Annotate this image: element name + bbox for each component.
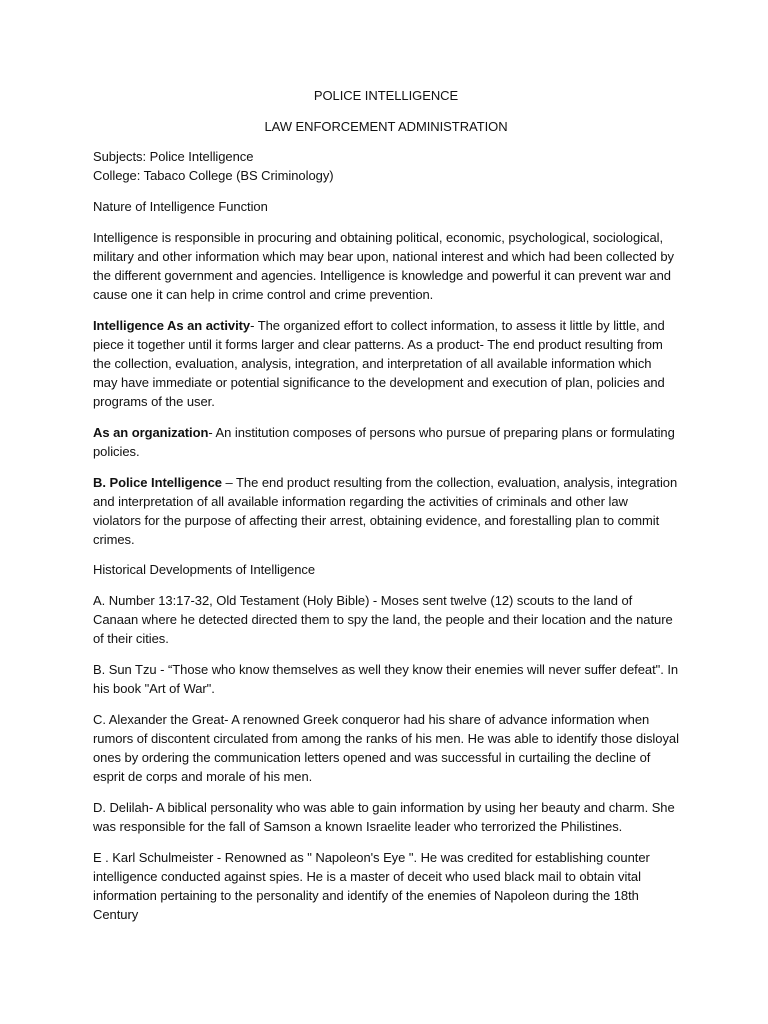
subjects-line: Subjects: Police Intelligence <box>93 149 254 164</box>
paragraph-lead: B. Police Intelligence <box>93 475 222 490</box>
paragraph-organization <box>93 423 679 461</box>
paragraph-body: - The organized effort to collect information, to assess it little by little, and piece it together until it forms larger and clear patterns. As a product- The end product resulting from the collection, evaluation, analysis, integration, and interpretation of all available information which may have immediate or potential significance to the development and execution of plan, policies and programs of the user. <box>93 318 665 409</box>
history-item-c: C. Alexander the Great- A renowned Greek conqueror had his share of advance information when rumors of discontent circulated from among the ranks of his men. He was able to identify those disloyal ones by ordering the communication letters opened and was successful in curtailing the decline of esprit de corps and morale of his men. <box>93 712 679 784</box>
section-heading-nature: Nature of Intelligence Function <box>93 199 268 214</box>
paragraph-lead: As an organization <box>93 425 209 440</box>
document-subtitle: LAW ENFORCEMENT ADMINISTRATION <box>264 119 508 134</box>
paragraph-police-intelligence <box>93 473 679 549</box>
document-page <box>93 86 679 924</box>
paragraph-intelligence-definition: Intelligence is responsible in procuring and obtaining political, economic, psychological, sociological, military and other information which may bear upon, national interest and which had been collected by the different government and agencies. Intelligence is knowledge and powerful it can prevent war and cause one it can help in crime control and crime prevention. <box>93 230 675 302</box>
paragraph-body: – The end product resulting from the collection, evaluation, analysis, integration and interpretation of all available information regarding the activities of criminals and other law violators for the purpose of affecting their arrest, obtaining evidence, and forestalling plan to commit crimes. <box>93 475 678 547</box>
paragraph-body: - An institution composes of persons who pursue of preparing plans or formulating policies. <box>93 425 675 459</box>
history-item-d: D. Delilah- A biblical personality who was able to gain information by using her beauty and charm. She was responsible for the fall of Samson a known Israelite leader who terrorized the Philistines. <box>93 800 675 834</box>
history-item-b: B. Sun Tzu - “Those who know themselves as well they know their enemies will never suffer defeat". In his book "Art of War". <box>93 662 679 696</box>
history-item-e: E . Karl Schulmeister - Renowned as " Napoleon's Eye ". He was credited for establishing counter intelligence conducted against spies. He is a master of deceit who used black mail to obtain vital information pertaining to the personality and identify of the enemies of Napoleon during the 18th Century <box>93 850 650 922</box>
document-meta <box>93 147 679 185</box>
paragraph-intelligence-activity <box>93 316 679 411</box>
history-item-a: A. Number 13:17-32, Old Testament (Holy Bible) - Moses sent twelve (12) scouts to the land of Canaan where he detected directed them to spy the land, the people and their location and the nature of their cities. <box>93 593 673 646</box>
section-heading-history: Historical Developments of Intelligence <box>93 562 316 577</box>
document-title: POLICE INTELLIGENCE <box>313 88 459 103</box>
paragraph-lead: Intelligence As an activity <box>93 318 251 333</box>
college-line: College: Tabaco College (BS Criminology) <box>93 168 334 183</box>
